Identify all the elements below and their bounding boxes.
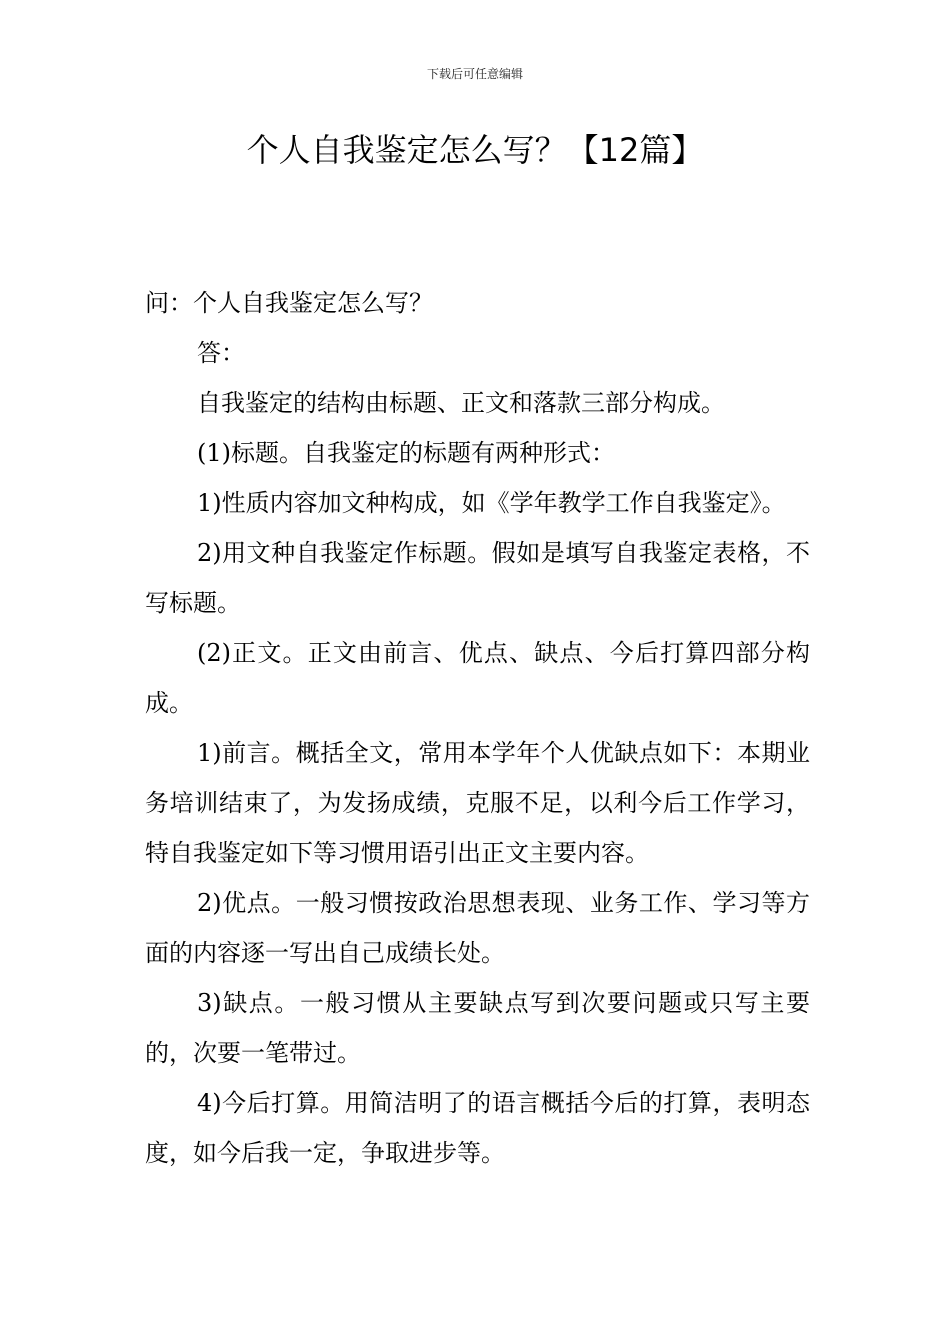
body-paragraph: 1)前言。概括全文，常用本学年个人优缺点如下：本期业务培训结束了，为发扬成绩，克服不足，以利今后工作学习，特自我鉴定如下等习惯用语引出正文主要内容。 — [145, 739, 810, 867]
body-paragraph: 自我鉴定的结构由标题、正文和落款三部分构成。 — [197, 389, 725, 417]
body-paragraph: 4)今后打算。用简洁明了的语言概括今后的打算，表明态度，如今后我一定，争取进步等。 — [145, 1089, 810, 1167]
answer-label: 答： — [197, 339, 245, 367]
body-paragraph: 3)缺点。一般习惯从主要缺点写到次要问题或只写主要的，次要一笔带过。 — [145, 989, 810, 1067]
document-title: 个人自我鉴定怎么写？【12篇】 — [246, 131, 704, 169]
body-paragraph: (1)标题。自我鉴定的标题有两种形式： — [197, 439, 615, 467]
document-body — [145, 278, 810, 1178]
question-paragraph: 问：个人自我鉴定怎么写？ — [145, 289, 433, 317]
body-paragraph: 2)优点。一般习惯按政治思想表现、业务工作、学习等方面的内容逐一写出自己成绩长处。 — [145, 889, 810, 967]
body-paragraph: 1)性质内容加文种构成，如《学年教学工作自我鉴定》。 — [197, 489, 786, 517]
header-note: 下载后可任意编辑 — [426, 67, 523, 81]
body-paragraph: 2)用文种自我鉴定作标题。假如是填写自我鉴定表格，不写标题。 — [145, 539, 810, 617]
body-paragraph: (2)正文。正文由前言、优点、缺点、今后打算四部分构成。 — [145, 639, 810, 717]
